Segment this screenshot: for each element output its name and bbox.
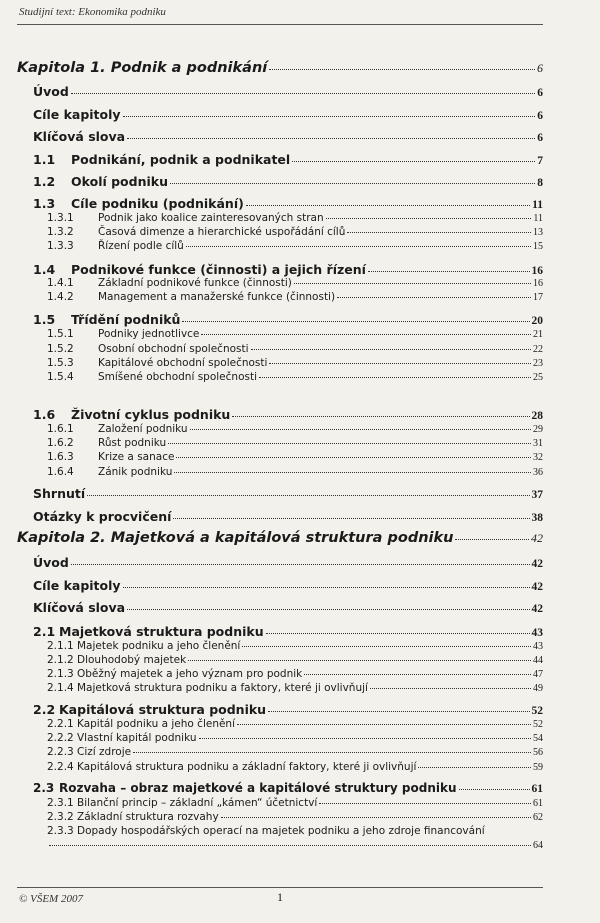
dot-leader — [170, 183, 535, 184]
toc-number: 1.6.3 — [47, 451, 74, 463]
dot-leader — [71, 564, 530, 565]
toc-page: 22 — [533, 344, 543, 355]
dot-leader — [326, 218, 532, 219]
dot-leader — [251, 349, 531, 350]
dot-leader — [127, 609, 529, 610]
toc-title: Třídění podniků — [71, 312, 181, 327]
dot-leader — [232, 416, 529, 417]
toc-entry[interactable] — [47, 811, 543, 823]
toc-title: Majetková struktura podniku — [59, 624, 264, 639]
toc-number: 1.4.2 — [47, 291, 74, 303]
toc-title: Majetková struktura podniku a faktory, které ji ovlivňují — [77, 682, 368, 694]
toc-number: 1.2 — [33, 174, 56, 189]
dot-leader — [176, 457, 531, 458]
toc-number: 2.2.4 — [47, 761, 74, 773]
toc-page: 47 — [533, 669, 543, 680]
toc-entry[interactable] — [33, 312, 543, 327]
toc-number: 2.1.2 — [47, 654, 74, 666]
toc-page: 37 — [531, 489, 543, 501]
toc-page: 28 — [531, 410, 543, 422]
toc-entry[interactable] — [47, 682, 543, 694]
dot-leader — [87, 495, 529, 496]
toc-page: 42 — [531, 558, 543, 570]
toc-title: Dlouhodobý majetek — [77, 654, 187, 666]
toc-page: 42 — [531, 581, 543, 593]
toc-title: Majetek podniku a jeho členění — [77, 640, 241, 652]
toc-entry[interactable] — [33, 174, 543, 189]
toc-title: Smíšené obchodní společnosti — [98, 371, 258, 383]
toc-page: 25 — [533, 372, 543, 383]
dot-leader — [268, 711, 529, 712]
toc-number: 2.3.3 — [47, 825, 74, 837]
dot-leader — [123, 116, 536, 117]
toc-page: 16 — [533, 278, 543, 289]
toc-title: Kapitola 2. Majetková a kapitálová struktura podniku — [17, 530, 454, 546]
toc-entry[interactable] — [33, 600, 543, 615]
toc-page: 59 — [533, 762, 543, 773]
toc-title: Zánik podniku — [98, 466, 173, 478]
toc-page: 42 — [531, 531, 543, 545]
toc-number: 1.3.2 — [47, 226, 74, 238]
toc-page: 61 — [533, 798, 543, 809]
toc-page: 62 — [533, 812, 543, 823]
dot-leader — [292, 161, 535, 162]
toc-number: 2.1 — [33, 624, 56, 639]
toc-entry[interactable] — [33, 486, 543, 501]
toc-entry[interactable] — [33, 196, 543, 211]
toc-title: Kapitálové obchodní společnosti — [98, 357, 268, 369]
toc-entry[interactable] — [47, 668, 543, 680]
toc-page: 49 — [533, 683, 543, 694]
toc-entry[interactable] — [47, 226, 543, 238]
toc-entry[interactable] — [33, 578, 543, 593]
dot-leader — [294, 283, 531, 284]
toc-entry[interactable] — [47, 343, 543, 355]
dot-leader — [337, 297, 531, 298]
toc-title: Časová dimenze a hierarchické uspořádání cílů — [98, 226, 346, 238]
toc-entry-continuation — [47, 840, 543, 851]
toc-title: Kapitál podniku a jeho členění — [77, 718, 236, 730]
running-header: Studijní text: Ekonomika podniku — [19, 6, 166, 18]
toc-title: Dopady hospodářských operací na majetek podniku a jeho zdroje financování — [77, 825, 485, 837]
dot-leader — [174, 472, 531, 473]
toc-page: 44 — [533, 655, 543, 666]
toc-page: 7 — [537, 155, 543, 167]
dot-leader — [319, 803, 531, 804]
toc-page: 38 — [531, 512, 543, 524]
toc-entry[interactable] — [47, 328, 543, 340]
toc-title: Úvod — [33, 84, 69, 99]
footer-rule — [17, 887, 543, 888]
dot-leader — [49, 845, 531, 846]
toc-title: Osobní obchodní společnosti — [98, 343, 249, 355]
toc-page: 52 — [531, 705, 543, 717]
dot-leader — [133, 752, 531, 753]
toc-number: 1.3.3 — [47, 240, 74, 252]
toc-page: 61 — [531, 783, 543, 795]
dot-leader — [266, 633, 530, 634]
dot-leader — [418, 767, 531, 768]
toc-entry[interactable] — [33, 107, 543, 122]
toc-title: Bilanční princip – základní „kámen“ účetnictví — [77, 797, 318, 809]
toc-title: Shrnutí — [33, 486, 86, 501]
toc-page: 29 — [533, 424, 543, 435]
toc-title: Úvod — [33, 555, 69, 570]
toc-page: 43 — [533, 641, 543, 652]
dot-leader — [269, 69, 535, 70]
dot-leader — [259, 377, 531, 378]
toc-title: Rozvaha – obraz majetkové a kapitálové struktury podniku — [59, 781, 457, 795]
toc-number: 2.2.1 — [47, 718, 74, 730]
dot-leader — [71, 93, 535, 94]
toc-title: Růst podniku — [98, 437, 167, 449]
toc-title: Okolí podniku — [71, 174, 168, 189]
toc-page: 52 — [533, 719, 543, 730]
toc-page: 43 — [531, 627, 543, 639]
toc-title: Vlastní kapitál podniku — [77, 732, 197, 744]
toc-page: 36 — [533, 467, 543, 478]
toc-number: 2.1.1 — [47, 640, 74, 652]
dot-leader — [347, 232, 531, 233]
toc-number: 1.4 — [33, 262, 56, 277]
toc-entry[interactable] — [47, 357, 543, 369]
toc-entry[interactable] — [47, 825, 543, 837]
toc-number: 1.5.4 — [47, 371, 74, 383]
toc-entry[interactable] — [47, 291, 543, 303]
toc-title: Podnikání, podnik a podnikatel — [71, 152, 291, 167]
toc-number: 2.1.3 — [47, 668, 74, 680]
dot-leader — [201, 334, 531, 335]
dot-leader — [188, 660, 531, 661]
footer-copyright: © VŠEM 2007 — [19, 893, 83, 905]
toc-number: 1.5.3 — [47, 357, 74, 369]
toc-number: 1.4.1 — [47, 277, 74, 289]
toc-entry[interactable] — [33, 624, 543, 639]
dot-leader — [168, 443, 531, 444]
toc-entry[interactable] — [33, 407, 543, 422]
dot-leader — [242, 646, 531, 647]
toc-entry[interactable] — [47, 654, 543, 666]
toc-title: Klíčová slova — [33, 600, 126, 615]
dot-leader — [127, 138, 535, 139]
toc-entry[interactable] — [47, 371, 543, 383]
toc-title: Cíle kapitoly — [33, 107, 121, 122]
toc-entry[interactable] — [47, 466, 543, 478]
toc-number: 1.6.1 — [47, 423, 74, 435]
dot-leader — [221, 817, 531, 818]
toc-entry[interactable] — [33, 555, 543, 570]
toc-entry[interactable] — [33, 129, 543, 144]
toc-page: 11 — [532, 199, 543, 211]
toc-entry[interactable] — [47, 277, 543, 289]
dot-leader — [182, 321, 529, 322]
toc-page: 8 — [537, 177, 543, 189]
toc-title: Založení podniku — [98, 423, 188, 435]
toc-entry[interactable] — [33, 509, 543, 524]
toc-page: 31 — [533, 438, 543, 449]
toc-title: Cíle podniku (podnikání) — [71, 196, 244, 211]
toc-entry[interactable] — [47, 212, 543, 224]
toc-title: Základní struktura rozvahy — [77, 811, 219, 823]
dot-leader — [173, 518, 529, 519]
toc-page: 13 — [533, 227, 543, 238]
toc-entry[interactable] — [47, 451, 543, 463]
toc-title: Otázky k procvičení — [33, 509, 172, 524]
toc-title: Krize a sanace — [98, 451, 175, 463]
toc-number: 1.6 — [33, 407, 56, 422]
toc-number: 1.5.1 — [47, 328, 74, 340]
dot-leader — [190, 429, 531, 430]
toc-number: 1.1 — [33, 152, 56, 167]
toc-page: 56 — [533, 747, 543, 758]
dot-leader — [459, 789, 530, 790]
dot-leader — [455, 539, 529, 540]
toc-number: 1.5.2 — [47, 343, 74, 355]
toc-title: Podniky jednotlivce — [98, 328, 200, 340]
toc-title: Životní cyklus podniku — [71, 407, 231, 422]
page-number: 1 — [277, 890, 283, 904]
toc-number: 2.3.2 — [47, 811, 74, 823]
toc-page: 20 — [531, 315, 543, 327]
toc-page: 32 — [533, 452, 543, 463]
dot-leader — [237, 724, 531, 725]
toc-title: Cizí zdroje — [77, 746, 132, 758]
toc-page: 17 — [533, 292, 543, 303]
toc-title: Řízení podle cílů — [98, 240, 184, 252]
toc-title: Management a manažerské funkce (činnosti) — [98, 291, 336, 303]
toc-page: 11 — [533, 213, 543, 224]
toc-page: 16 — [531, 265, 543, 277]
header-rule — [17, 24, 543, 25]
dot-leader — [186, 246, 531, 247]
toc-number: 1.3 — [33, 196, 56, 211]
dot-leader — [269, 363, 531, 364]
toc-title: Oběžný majetek a jeho význam pro podnik — [77, 668, 303, 680]
toc-title: Kapitola 1. Podnik a podnikání — [17, 60, 268, 76]
dot-leader — [123, 587, 530, 588]
toc-title: Základní podnikové funkce (činnosti) — [98, 277, 292, 289]
toc-number: 2.2.2 — [47, 732, 74, 744]
toc-page: 21 — [533, 329, 543, 340]
dot-leader — [304, 674, 531, 675]
toc-page: 64 — [533, 840, 543, 851]
toc-page: 15 — [533, 241, 543, 252]
toc-page: 6 — [537, 61, 543, 75]
toc-page: 42 — [531, 603, 543, 615]
toc-entry[interactable] — [47, 437, 543, 449]
toc-entry[interactable] — [47, 761, 543, 773]
toc-chapter-2[interactable] — [17, 530, 543, 546]
toc-entry[interactable] — [33, 702, 543, 717]
toc-page: 6 — [537, 87, 543, 99]
toc-entry[interactable] — [47, 746, 543, 758]
toc-title: Podnik jako koalice zainteresovaných stran — [98, 212, 324, 224]
dot-leader — [370, 688, 531, 689]
toc-page: 23 — [533, 358, 543, 369]
toc-entry[interactable] — [33, 152, 543, 167]
toc-number: 1.6.2 — [47, 437, 74, 449]
toc-chapter-1[interactable] — [17, 60, 543, 76]
dot-leader — [368, 271, 530, 272]
toc-number: 2.3 — [33, 781, 55, 795]
toc-title: Podnikové funkce (činnosti) a jejich řízení — [71, 262, 366, 277]
toc-entry[interactable] — [47, 423, 543, 435]
dot-leader — [199, 738, 532, 739]
toc-page: 6 — [537, 132, 543, 144]
toc-title: Kapitálová struktura podniku a základní faktory, které ji ovlivňují — [77, 761, 417, 773]
toc-number: 2.2 — [33, 702, 56, 717]
toc-number: 2.1.4 — [47, 682, 74, 694]
toc-number: 1.5 — [33, 312, 56, 327]
toc-entry[interactable] — [33, 262, 543, 277]
toc-title: Klíčová slova — [33, 129, 126, 144]
toc-title: Kapitálová struktura podniku — [59, 702, 267, 717]
toc-page: 6 — [537, 110, 543, 122]
toc-number: 1.3.1 — [47, 212, 74, 224]
toc-number: 1.6.4 — [47, 466, 74, 478]
toc-title: Cíle kapitoly — [33, 578, 121, 593]
toc-entry[interactable] — [47, 732, 543, 744]
toc-page: 54 — [533, 733, 543, 744]
toc-entry[interactable] — [33, 84, 543, 99]
toc-entry[interactable] — [47, 797, 543, 809]
toc-entry[interactable] — [47, 640, 543, 652]
toc-number: 2.2.3 — [47, 746, 74, 758]
toc-entry[interactable] — [47, 240, 543, 252]
toc-entry[interactable] — [47, 718, 543, 730]
toc-entry[interactable] — [33, 781, 543, 795]
toc-number: 2.3.1 — [47, 797, 74, 809]
dot-leader — [246, 205, 530, 206]
